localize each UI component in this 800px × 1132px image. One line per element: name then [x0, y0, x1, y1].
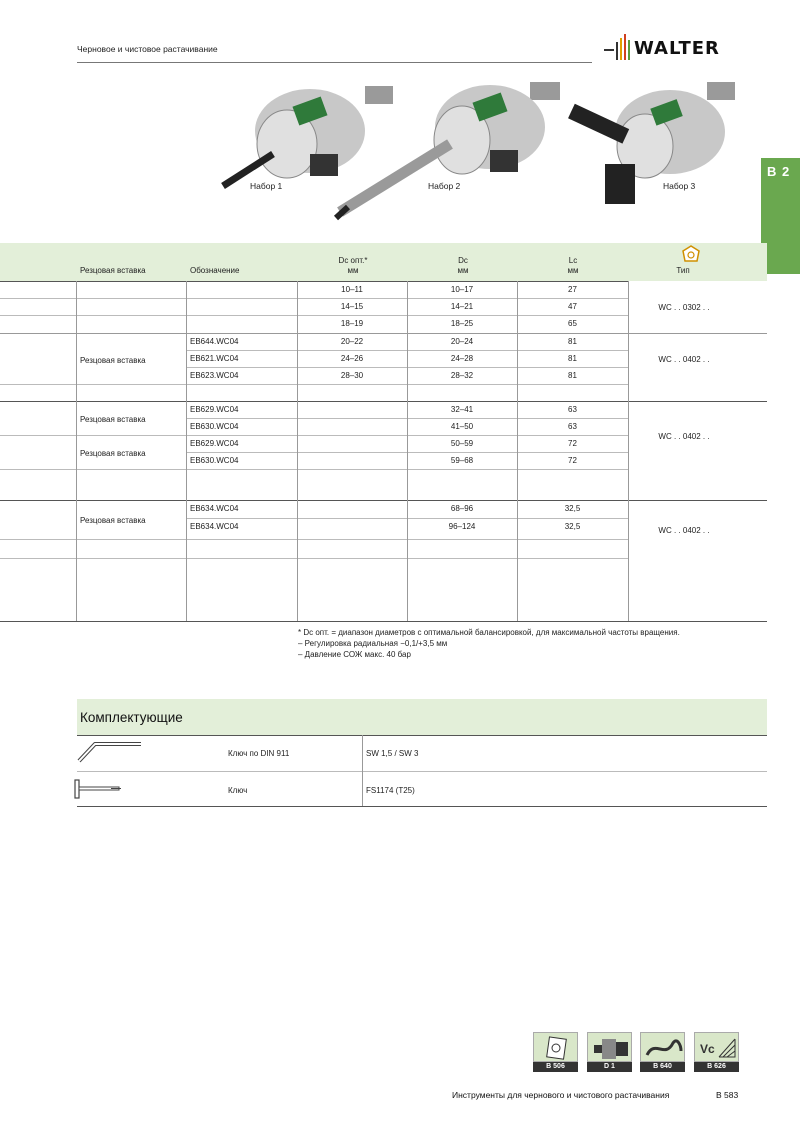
accessories-rule-mid	[77, 771, 767, 772]
accessories-rule-bottom	[77, 806, 767, 807]
cell-type: WC . . 0402 . .	[658, 355, 710, 364]
accessory-name-t-key: Ключ	[228, 786, 248, 795]
cell-dc: 41–50	[450, 422, 474, 431]
cell-dc-opt: 20–22	[340, 337, 364, 346]
cell-type: WC . . 0402 . .	[658, 432, 710, 441]
footnote-dc-opt: * Dc опт. = диапазон диаметров с оптимальной балансировкой, для максимальной частоты вращения.	[298, 628, 680, 637]
cell-designation: EB623.WC04	[190, 371, 239, 380]
table-rule	[0, 298, 628, 299]
cell-dc: 59–68	[450, 456, 474, 465]
cell-designation: EB630.WC04	[190, 422, 239, 431]
col-header-type: Тип	[676, 266, 690, 275]
cell-dc-opt: 14–15	[340, 302, 364, 311]
t-handle-key-icon	[73, 776, 123, 802]
cell-dc: 32–41	[450, 405, 474, 414]
table-col-divider	[517, 281, 518, 621]
header-rule	[77, 62, 592, 63]
page-number: B 583	[716, 1090, 739, 1100]
table-rule	[0, 621, 767, 622]
cell-dc: 68–96	[450, 504, 474, 513]
col-header-dc-unit: мм	[457, 266, 469, 275]
cell-dc: 14–21	[450, 302, 474, 311]
ref-cutting-data[interactable]	[694, 1032, 739, 1072]
cell-dc: 50–59	[450, 439, 474, 448]
cell-lc: 47	[568, 302, 577, 311]
accessory-value-t-key: FS1174 (T25)	[366, 786, 415, 795]
cell-insert: Резцовая вставка	[80, 356, 146, 365]
cell-designation: EB634.WC04	[190, 504, 239, 513]
cell-designation: EB629.WC04	[190, 439, 239, 448]
ref-insert[interactable]	[533, 1032, 578, 1072]
table-col-divider	[297, 281, 298, 621]
cell-lc: 81	[568, 337, 577, 346]
cell-dc: 28–32	[450, 371, 474, 380]
logo-text: WALTER	[634, 38, 720, 59]
table-col-divider	[407, 281, 408, 621]
footnote-coolant: – Давление СОЖ макс. 40 бар	[298, 650, 411, 659]
cell-dc: 18–25	[450, 319, 474, 328]
cell-insert: Резцовая вставка	[80, 449, 146, 458]
ref-insert-label: B 506	[533, 1062, 578, 1072]
product-image-set-2	[330, 72, 570, 222]
hex-key-icon	[77, 739, 145, 765]
cell-dc-opt: 28–30	[340, 371, 364, 380]
col-header-dc-opt-unit: мм	[347, 266, 359, 275]
cell-dc-opt: 24–26	[340, 354, 364, 363]
page-header-title: Черновое и чистовое растачивание	[77, 44, 218, 54]
table-rule	[0, 281, 628, 282]
chip-icon	[640, 1032, 685, 1062]
table-col-divider	[186, 281, 187, 621]
table-rule	[0, 401, 767, 402]
section-tab-label: B 2	[767, 164, 791, 179]
cell-lc: 32,5	[564, 504, 581, 513]
product-image-set-3	[565, 74, 745, 214]
adapter-icon	[587, 1032, 632, 1062]
cell-dc-opt: 18–19	[340, 319, 364, 328]
col-header-lc-unit: мм	[567, 266, 579, 275]
cell-dc: 10–17	[450, 285, 474, 294]
ref-cutting-data-label: B 626	[694, 1062, 739, 1072]
cell-lc: 72	[568, 456, 577, 465]
col-header-lc: Lc	[568, 256, 578, 265]
cell-dc: 20–24	[450, 337, 474, 346]
table-rule	[0, 333, 767, 334]
cell-designation: EB634.WC04	[190, 522, 239, 531]
table-rule	[0, 384, 628, 385]
cell-lc: 81	[568, 371, 577, 380]
cell-lc: 65	[568, 319, 577, 328]
table-rule	[0, 558, 628, 559]
product-label-set-1: Набор 1	[250, 181, 283, 191]
cell-designation: EB644.WC04	[190, 337, 239, 346]
insert-icon	[533, 1032, 578, 1062]
footnote-adjust: – Регулировка радиальная −0,1/+3,5 мм	[298, 639, 448, 648]
cell-insert: Резцовая вставка	[80, 415, 146, 424]
svg-text:Vc: Vc	[700, 1042, 715, 1056]
table-rule	[0, 315, 628, 316]
col-header-dc: Dc	[458, 256, 468, 265]
accessories-title: Комплектующие	[80, 710, 183, 725]
col-header-insert: Резцовая вставка	[80, 266, 146, 275]
ref-adapter-label: D 1	[587, 1062, 632, 1072]
table-rule	[0, 500, 767, 501]
col-header-designation: Обозначение	[190, 266, 240, 275]
table-col-divider	[76, 281, 77, 621]
cell-insert: Резцовая вставка	[80, 516, 146, 525]
walter-logo	[604, 34, 744, 64]
cutting-data-icon	[694, 1032, 739, 1062]
cell-lc: 63	[568, 422, 577, 431]
cell-lc: 27	[568, 285, 577, 294]
cell-dc-opt: 10–11	[341, 285, 363, 294]
product-label-set-3: Набор 3	[663, 181, 696, 191]
ref-chip[interactable]	[640, 1032, 685, 1072]
ref-adapter[interactable]	[587, 1032, 632, 1072]
accessories-rule-top	[77, 735, 767, 736]
product-label-set-2: Набор 2	[428, 181, 461, 191]
cell-lc: 72	[568, 439, 577, 448]
cell-lc: 32,5	[564, 522, 581, 531]
cell-dc: 24–28	[450, 354, 474, 363]
table-rule	[0, 469, 628, 470]
accessory-name-hex-key: Ключ по DIN 911	[228, 749, 290, 758]
cell-lc: 81	[568, 354, 577, 363]
cell-designation: EB630.WC04	[190, 456, 239, 465]
table-rule	[0, 539, 628, 540]
insert-type-icon	[682, 245, 700, 263]
col-header-dc-opt: Dc опт.*	[338, 256, 368, 265]
cell-dc: 96–124	[448, 522, 476, 531]
table-col-divider	[628, 281, 629, 621]
cell-type: WC . . 0402 . .	[658, 526, 710, 535]
table-rule	[0, 435, 628, 436]
cell-designation: EB621.WC04	[190, 354, 239, 363]
accessory-value-hex-key: SW 1,5 / SW 3	[366, 749, 419, 758]
ref-chip-label: B 640	[640, 1062, 685, 1072]
accessories-col-divider	[362, 735, 363, 806]
cell-type: WC . . 0302 . .	[658, 303, 710, 312]
footer-text: Инструменты для чернового и чистового растачивания	[452, 1090, 670, 1100]
cell-lc: 63	[568, 405, 577, 414]
cell-designation: EB629.WC04	[190, 405, 239, 414]
